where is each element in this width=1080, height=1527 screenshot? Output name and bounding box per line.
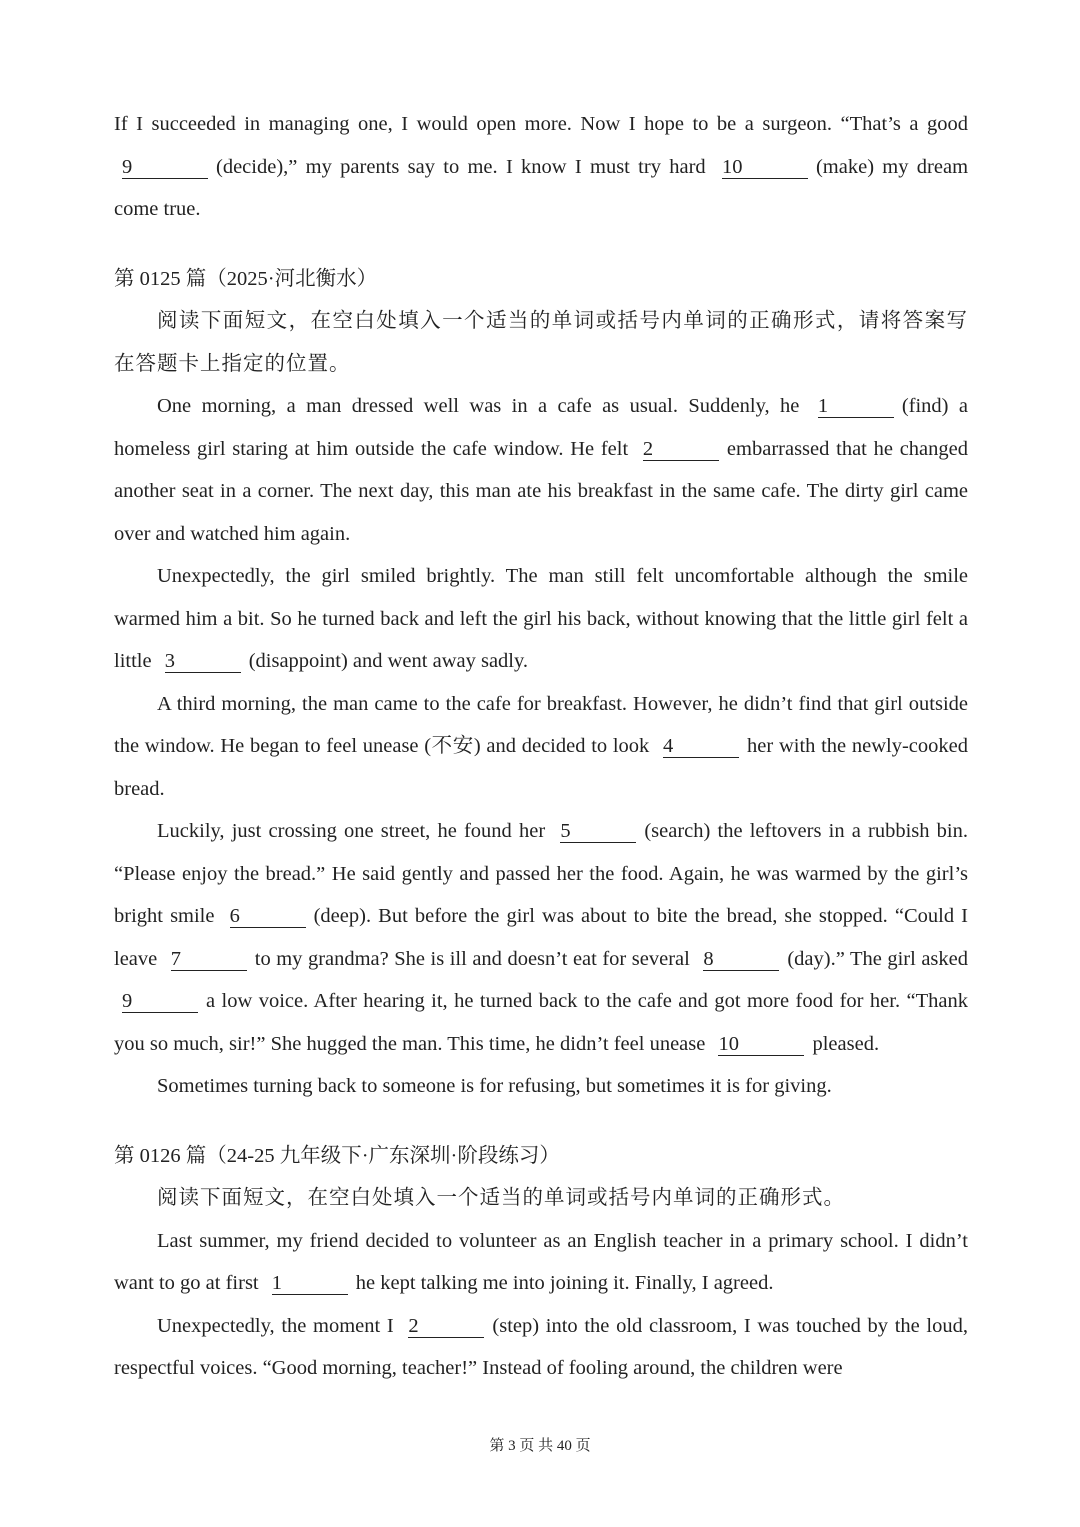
answer-blank-2: 2	[408, 1315, 484, 1338]
passage-text: Last summer, my friend decided to volunteer as an English teacher in a primary school. I didn’t want to go at first	[114, 1229, 968, 1294]
passage-heading-0126: 第 0126 篇（24-25 九年级下·广东深圳·阶段练习）	[114, 1144, 560, 1167]
paragraph-1	[114, 1220, 968, 1305]
paragraph-4	[114, 810, 968, 1065]
instruction-text: 阅读下面短文，在空白处填入一个适当的单词或括号内单词的正确形式，请将答案写在答题卡上指定的位置。	[114, 310, 968, 375]
passage-heading-0125: 第 0125 篇（2025·河北衡水）	[114, 267, 378, 290]
answer-blank-10: 10	[718, 1033, 804, 1056]
passage-text: Luckily, just crossing one street, he found her	[157, 820, 546, 842]
answer-blank-1: 1	[272, 1272, 348, 1295]
passage-text: to my grandma? She is ill and doesn’t eat for several	[254, 947, 690, 970]
passage-text: (deep). But before the girl was about to bite the bread, she stopped. “Could I leave	[114, 905, 968, 970]
answer-blank-9: 9	[122, 990, 198, 1013]
continued-paragraph	[114, 103, 968, 231]
passage-text: A third morning, the man came to the cafe for breakfast. However, he didn’t find that girl outside the window. He began to feel unease (不安) and decided to look	[114, 692, 968, 757]
passage-text: her with the newly-cooked bread.	[114, 735, 969, 800]
answer-blank-9: 9	[122, 156, 208, 179]
answer-blank-10: 10	[722, 156, 808, 179]
answer-blank-6: 6	[230, 905, 306, 928]
passage-text: pleased.	[812, 1032, 880, 1055]
passage-text: Unexpectedly, the girl smiled brightly. The man still felt uncomfortable although the smile warmed him a bit. So he turned back and left the girl his back, without knowing that the little girl felt a little	[114, 565, 968, 672]
answer-blank-3: 3	[165, 650, 241, 673]
answer-blank-8: 8	[703, 948, 779, 971]
passage-text: (disappoint) and went away sadly.	[248, 650, 529, 672]
instruction-text: 阅读下面短文，在空白处填入一个适当的单词或括号内单词的正确形式。	[157, 1187, 845, 1209]
paragraph-1	[114, 385, 968, 555]
paragraph-2	[114, 555, 968, 683]
page-number-footer: 第 3 页 共 40 页	[489, 1438, 591, 1454]
answer-blank-5: 5	[560, 820, 636, 843]
passage-text: (find) a homeless girl staring at him outside the cafe window. He felt	[114, 395, 968, 460]
passage-text: (step) into the old classroom, I was touched by the loud, respectful voices. “Good morning, teacher!” Instead of fooling around, the children were	[114, 1314, 968, 1379]
answer-blank-1: 1	[818, 395, 894, 418]
answer-blank-7: 7	[171, 948, 247, 971]
paragraph-2	[114, 1305, 968, 1390]
paragraph-5: Sometimes turning back to someone is for refusing, but sometimes it is for giving.	[157, 1075, 832, 1097]
passage-text: (search) the leftovers in a rubbish bin. “Please enjoy the bread.” He said gently and passed her the food. Again, he was warmed by the girl’s bright smile	[114, 820, 968, 927]
passage-text: embarrassed that he changed another seat in a corner. The next day, this man ate his breakfast in the same cafe. The dirty girl came over and watched him again.	[114, 437, 968, 545]
passage-text: Unexpectedly, the moment I	[157, 1314, 394, 1337]
passage-text: he kept talking me into joining it. Finally, I agreed.	[355, 1272, 774, 1294]
passage-text: (make) my dream come true.	[114, 155, 969, 220]
page-content	[114, 103, 968, 1390]
passage-text: (day).” The girl asked	[787, 947, 968, 970]
passage-text: a low voice. After hearing it, he turned back to the cafe and got more food for her. “Thank you so much, sir!” She hugged the man. This time, he didn’t feel unease	[114, 990, 968, 1055]
answer-blank-4: 4	[663, 735, 739, 758]
passage-text: One morning, a man dressed well was in a cafe as usual. Suddenly, he	[157, 395, 800, 417]
paragraph-3	[114, 683, 968, 811]
passage-text: (decide),” my parents say to me. I know I must try hard	[216, 155, 706, 178]
answer-blank-2: 2	[643, 438, 719, 461]
passage-text: If I succeeded in managing one, I would open more. Now I hope to be a surgeon. “That’s a good	[114, 113, 968, 135]
